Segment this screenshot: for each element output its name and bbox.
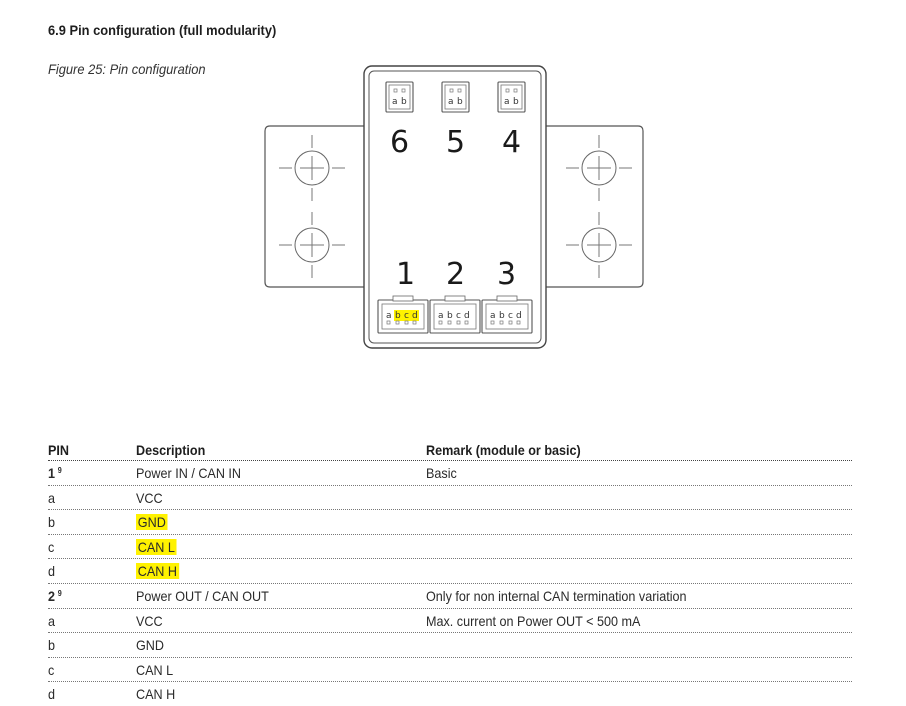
connector-4-pin-a: a	[504, 97, 510, 107]
connector-2-pin-d: d	[464, 311, 470, 321]
connector-3-pin-b: b	[499, 311, 505, 321]
row-description: Power IN / CAN IN	[136, 465, 242, 481]
row-pin	[48, 465, 62, 481]
connector-3-number: 3	[497, 257, 517, 292]
header-pin: PIN	[48, 442, 70, 458]
figure-caption: Figure 25: Pin configuration	[48, 61, 206, 77]
connector-4-number: 4	[502, 125, 522, 160]
row-pin: a	[48, 612, 56, 629]
row-description	[136, 539, 177, 555]
pin-label: 1	[48, 465, 56, 481]
right-mounting-flange	[546, 126, 643, 287]
table-row	[48, 486, 852, 511]
table-row	[48, 510, 852, 535]
table-row	[48, 658, 852, 683]
connector-3-pin-d: d	[516, 311, 522, 321]
highlighted-text: CAN L	[137, 538, 175, 555]
table-row	[48, 682, 852, 706]
header-remark: Remark (module or basic)	[426, 442, 581, 458]
highlighted-text: GND	[137, 514, 166, 531]
highlighted-text: CAN H	[137, 563, 178, 580]
connector-3-pin-c: c	[508, 311, 513, 321]
row-pin: d	[48, 563, 56, 580]
connector-2-pin-c: c	[456, 311, 461, 321]
row-description	[136, 514, 168, 530]
connector-3-pin-a: a	[490, 311, 496, 321]
row-pin	[48, 588, 62, 604]
connector-6-pin-a: a	[392, 97, 398, 107]
pin-configuration-table	[48, 438, 852, 706]
row-remark: Max. current on Power OUT < 500 mA	[426, 612, 641, 629]
row-description: GND	[136, 637, 165, 654]
connector-1-pin-a: a	[386, 311, 392, 321]
row-description: CAN L	[136, 661, 174, 678]
row-description: Power OUT / CAN OUT	[136, 587, 269, 604]
connector-6-pin-b: b	[401, 97, 407, 107]
table-row	[48, 609, 852, 634]
row-pin: b	[48, 514, 56, 531]
connector-4-pin-b: b	[513, 97, 519, 107]
connector-1-pin-b: b	[395, 311, 401, 321]
table-row	[48, 584, 852, 609]
left-mounting-flange	[265, 126, 364, 287]
section-title: 6.9 Pin configuration (full modularity)	[48, 22, 277, 38]
row-pin: a	[48, 489, 56, 506]
row-pin: d	[48, 686, 56, 703]
row-description: VCC	[136, 489, 163, 506]
row-pin: b	[48, 637, 56, 654]
row-description	[136, 563, 179, 579]
table-row	[48, 461, 852, 486]
row-remark: Only for non internal CAN termination variation	[426, 587, 687, 604]
connector-2-pin-b: b	[447, 311, 453, 321]
table-row	[48, 535, 852, 560]
table-header-row	[48, 438, 852, 461]
row-remark: Basic	[426, 465, 457, 481]
connector-1-pin-c: c	[404, 311, 409, 321]
connector-5-pin-b: b	[457, 97, 463, 107]
connector-1-number: 1	[396, 257, 416, 292]
row-pin: c	[48, 538, 55, 555]
connector-2-pin-a: a	[438, 311, 444, 321]
row-pin: c	[48, 661, 55, 678]
connector-6-number: 6	[390, 125, 410, 160]
row-description: CAN H	[136, 686, 176, 703]
footnote-ref: 9	[57, 466, 62, 475]
connector-5-number: 5	[446, 125, 466, 160]
header-description: Description	[136, 442, 206, 458]
connector-5-pin-a: a	[448, 97, 454, 107]
connector-2-number: 2	[446, 257, 466, 292]
footnote-ref: 9	[57, 588, 62, 598]
connector-1-pin-d: d	[412, 311, 418, 321]
table-row	[48, 633, 852, 658]
table-row	[48, 559, 852, 584]
pin-label: 2	[48, 587, 56, 604]
row-description: VCC	[136, 612, 163, 629]
